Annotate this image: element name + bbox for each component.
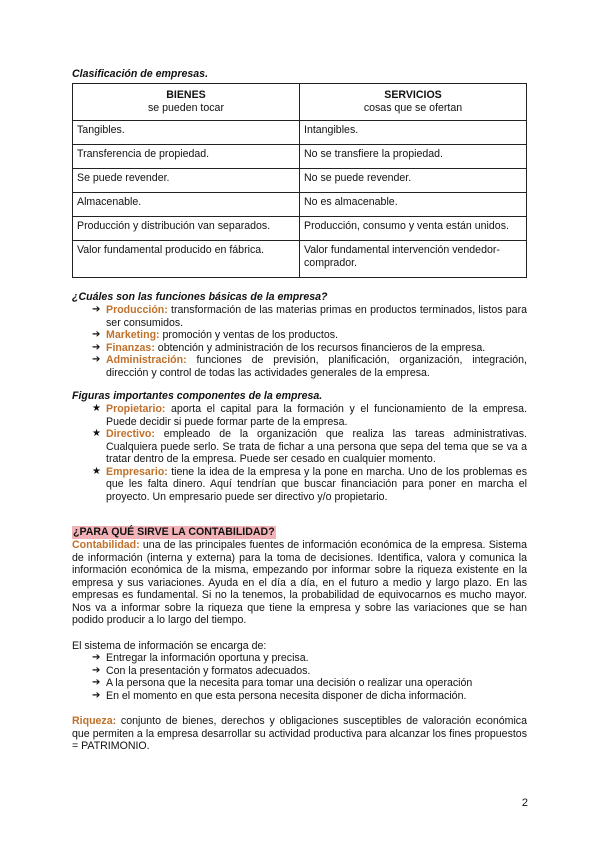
figure-text: aporta el capital para la formación y el funcionamiento de la empresa. Puede decidir si puede formar parte de la empresa.: [106, 403, 527, 428]
classification-table: [72, 83, 527, 278]
table-cell: Valor fundamental intervención vendedor-comprador.: [300, 241, 527, 278]
table-row: [73, 145, 527, 169]
table-row: [73, 241, 527, 278]
table-row: [73, 121, 527, 145]
accounting-term: Contabilidad:: [72, 539, 140, 551]
list-item: [92, 428, 527, 466]
header-services-title: SERVICIOS: [384, 89, 442, 101]
arrow-icon: ➔: [92, 689, 101, 701]
list-item: [92, 342, 527, 355]
accounting-heading-wrap: [72, 526, 527, 539]
accounting-heading: ¿PARA QUÉ SIRVE LA CONTABILIDAD?: [73, 526, 275, 538]
header-goods-title: BIENES: [166, 89, 206, 101]
list-item: [92, 354, 527, 379]
table-cell: Almacenable.: [73, 193, 300, 217]
table-cell: Producción y distribución van separados.: [73, 217, 300, 241]
system-intro: El sistema de información se encarga de:: [72, 639, 267, 652]
table-cell: Tangibles.: [73, 121, 300, 145]
functions-list: [72, 304, 527, 379]
accounting-paragraph: [72, 539, 527, 627]
star-icon: ★: [92, 403, 101, 414]
figure-term: Propietario:: [106, 403, 166, 415]
function-text: obtención y administración de los recursos financieros de la empresa.: [154, 341, 486, 354]
star-icon: ★: [92, 428, 101, 439]
list-item: [92, 690, 527, 703]
system-item: Entregar la información oportuna y precisa.: [106, 652, 309, 664]
table-cell: No se puede revender.: [300, 169, 527, 193]
list-item: [92, 403, 527, 428]
function-term: Administración:: [106, 354, 187, 366]
system-item: Con la presentación y formatos adecuados.: [106, 664, 311, 677]
table-cell: Valor fundamental producido en fábrica.: [73, 241, 300, 278]
system-item: A la persona que la necesita para tomar una decisión o realizar una operación: [106, 677, 473, 689]
list-item: [92, 466, 527, 504]
wealth-text: conjunto de bienes, derechos y obligaciones susceptibles de valoración económica que permiten a la empresa desarrollar su actividad productiva para alcanzar los fines propuestos = PATRIMONIO.: [72, 715, 527, 752]
figure-term: Empresario:: [106, 465, 168, 478]
list-item: [92, 304, 527, 329]
table-cell: Se puede revender.: [73, 169, 300, 193]
table-row: [73, 169, 527, 193]
header-goods-subtitle: se pueden tocar: [148, 102, 224, 114]
table-cell: No es almacenable.: [300, 193, 527, 217]
list-item: [92, 652, 527, 665]
table-row: [73, 217, 527, 241]
arrow-icon: ➔: [92, 677, 101, 688]
figures-title: Figuras importantes componentes de la empresa.: [72, 390, 323, 402]
function-text: promoción y ventas de los productos.: [159, 329, 339, 341]
accounting-text: una de las principales fuentes de información económica de la empresa. Sistema de información (interna y externa) para la toma de decisiones. Identifica, valora y comunica la información económica de la misma, empezando por informar sobre la riqueza existente en la empresa y sus variaciones. Ayuda en el día a día, en el futuro a medio y largo plazo. En las empresas es fundamental. Si no la tenemos, la probabilidad de equivocarnos es mucho mayor. Nos va a informar sobre la riqueza que tiene la empresa y sobre las variaciones que se han podido producir a lo largo del tiempo.: [72, 539, 527, 626]
table-cell: Transferencia de propiedad.: [73, 145, 300, 169]
star-icon: ★: [92, 465, 101, 477]
arrow-icon: ➔: [92, 354, 101, 365]
arrow-icon: ➔: [92, 652, 101, 663]
wealth-paragraph: [72, 715, 527, 753]
function-term: Finanzas:: [106, 341, 155, 354]
functions-title: ¿Cuáles son las funciones básicas de la empresa?: [72, 291, 328, 303]
figure-term: Directivo:: [106, 428, 155, 440]
header-services-subtitle: cosas que se ofertan: [363, 102, 463, 114]
function-term: Producción:: [106, 304, 168, 316]
header-services: [300, 84, 527, 121]
arrow-icon: ➔: [92, 329, 101, 340]
figures-list: [72, 403, 527, 503]
page-number: 2: [521, 797, 528, 809]
table-cell: No se transfiere la propiedad.: [300, 145, 527, 169]
figure-text: tiene la idea de la empresa y la pone en marcha. Uno de los problemas es que les falta dinero. Aquí tendrían que buscar financiación para poner en marcha el proyecto. Un empresario puede ser directivo y/o propietario.: [106, 465, 527, 503]
table-header-row: [73, 84, 527, 121]
table-cell: Producción, consumo y venta están unidos.: [300, 217, 527, 241]
list-item: [92, 677, 527, 690]
arrow-icon: ➔: [92, 341, 101, 353]
figure-text: empleado de la organización que realiza las tareas administrativas. Cualquiera puede serlo. Se trata de fichar a una persona que sepa del tema que se va a tratar dentro de la empresa. Puede ser cesado en cualquier momento.: [106, 428, 527, 465]
function-text: transformación de las materias primas en productos terminados, listos para ser consumidos.: [106, 304, 527, 329]
arrow-icon: ➔: [92, 304, 101, 315]
table-cell: Intangibles.: [300, 121, 527, 145]
header-goods: [73, 84, 300, 121]
function-text: funciones de previsión, planificación, organización, integración, dirección y control de todas las actividades generales de la empresa.: [106, 354, 527, 379]
classification-title: Clasificación de empresas.: [72, 68, 209, 80]
table-row: [73, 193, 527, 217]
system-list: [72, 652, 527, 702]
arrow-icon: ➔: [92, 664, 101, 676]
wealth-term: Riqueza:: [72, 715, 117, 727]
system-item: En el momento en que esta persona necesita disponer de dicha información.: [106, 689, 467, 702]
function-term: Marketing:: [106, 329, 160, 341]
list-item: [92, 329, 527, 342]
document-page: [72, 68, 527, 753]
list-item: [92, 665, 527, 678]
